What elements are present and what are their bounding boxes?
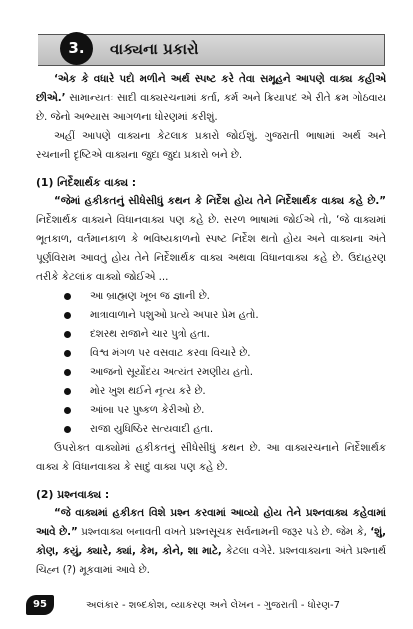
section-2-definition-end: કેટલા વગેરે. પ્રશ્નવાક્યના અંતે પ્રશ્નાર્થ ચિહ્ન (?) મૂકવામાં આવે છે. (36, 545, 386, 576)
section-1-definition-bold: “જેમાં હકીકતનું સીધેસીધું કથન કે નિર્દેશ હોય તેને નિર્દેશાર્થક વાક્ય કહે છે.” (54, 195, 386, 207)
section-2-heading: (2) પ્રશ્નવાક્ય : (36, 488, 110, 501)
list-item: આ બ્રાહ્મણ ખૂબ જ જ્ઞાની છે. (64, 287, 386, 306)
section-1-definition (36, 192, 386, 287)
intro-paragraph-2: અહીં આપણે વાક્યના કેટલાક પ્રકારો જોઈશું. ગુજરાતી ભાષામાં અર્થ અને રચનાની દૃષ્ટિએ વાક્યના જુદા જુદા પ્રકારો બને છે. (36, 130, 386, 161)
section-1-conclusion: ઉપરોક્ત વાક્યોમાં હકીકતનું સીધેસીધું કથન છે. આ વાક્યરચનાને નિર્દેશાર્થક વાક્ય કે વિધાનવાક્ય કે સાદું વાક્ય પણ કહે છે. (36, 442, 386, 473)
intro-definition: ‘એક કે વધારે પદો મળીને અર્થ સ્પષ્ટ કરે તેવા સમૂહને આપણે વાક્ય કહીએ છીએ.’ (36, 73, 386, 104)
section-1-definition-rest: નિર્દેશાર્થક વાક્યને વિધાનવાક્ય પણ કહે છે. સરળ ભાષામાં જોઈએ તો, ‘જે વાક્યમાં ભૂતકાળ, વર્તમાનકાળ કે ભવિષ્યકાળનો સ્પષ્ટ નિર્દેશ થતો હોય અને વાક્યના અંતે પૂર્ણવિરામ આવતું હોય તેને નિર્દેશાર્થક વાક્ય અથવા વિધાનવાક્ય કહે છે. ઉદાહરણ તરીકે કેટલાંક વાક્યો જોઈએ ... (36, 214, 386, 283)
body-text (36, 70, 386, 580)
example-list (36, 287, 386, 439)
section-2-definition-bold: “જે વાક્યમાં હકીકત વિશે પ્રશ્ન કરવામાં આવ્યો હોય તેને પ્રશ્નવાક્ય કહેવામાં આવે છે.” (36, 507, 386, 538)
list-item: વિશ્વ મંગળ પર વસવાટ કરવા વિચારે છે. (64, 344, 386, 363)
page-number: 95 (26, 595, 54, 615)
list-item: માત્રાવાળાને પશુઓ પ્રત્યે અપાર પ્રેમ હતો. (64, 306, 386, 325)
chapter-title: વાક્યના પ્રકારો (110, 40, 199, 58)
intro-definition-rest: સામાન્યતઃ સાદી વાક્યરચનામાં કર્તા, કર્મ અને ક્રિયાપદ એ રીતે ક્રમ ગોઠવાય છે. જેનો અભ્યાસ આગળના ધોરણમાં કરીશું. (36, 92, 386, 123)
section-2-definition (36, 504, 386, 580)
section-1-heading: (1) નિર્દેશાર્થક વાક્ય : (36, 176, 137, 189)
section-2-definition-rest: પ્રશ્નવાક્ય બનાવતી વખતે પ્રશ્નસૂચક સર્વનામની જરૂર પડે છે. જેમ કે, (77, 526, 371, 538)
list-item: દશરથ રાજાને ચાર પુત્રો હતા. (64, 325, 386, 344)
book-title: અલંકાર - શબ્દકોશ, વ્યાકરણ અને લેખન - ગુજરાતી - ધોરણ-7 (86, 600, 341, 611)
question-words: ‘શું, કોણ, કયું, ક્યારે, ક્યાં, કેમ, કોને, શા માટે, (36, 526, 386, 557)
intro-paragraph (36, 70, 386, 127)
list-item: રાજા યુધિષ્ઠિર સત્યવાદી હતા. (64, 420, 386, 439)
list-item: આજનો સૂર્યોદય અત્યંત રમણીય હતો. (64, 363, 386, 382)
page-footer (26, 595, 386, 617)
list-item: મોર ખુશ થઈને નૃત્ય કરે છે. (64, 382, 386, 401)
list-item: આંબા પર પુષ્કળ કેરીઓ છે. (64, 401, 386, 420)
chapter-number-badge: 3. (60, 32, 93, 65)
